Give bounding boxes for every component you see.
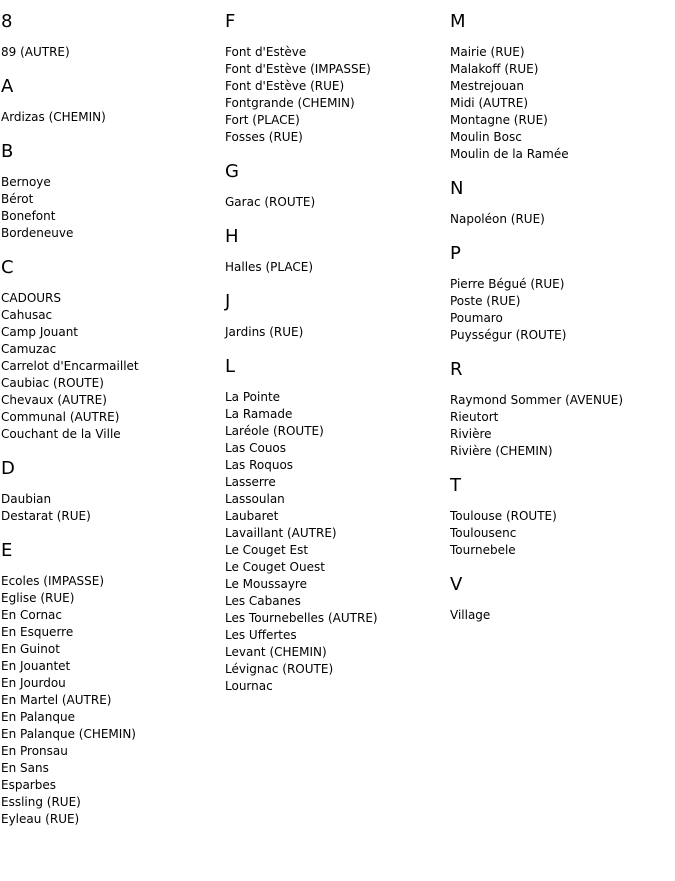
street-link[interactable]: Poumaro: [450, 311, 503, 325]
street-list-item: [225, 457, 445, 474]
street-link[interactable]: Bordeneuve: [1, 226, 74, 240]
letter-section: [225, 290, 445, 341]
street-link[interactable]: 89 (AUTRE): [1, 45, 70, 59]
street-link[interactable]: Esparbes: [1, 778, 56, 792]
section-letter-heading: H: [225, 226, 239, 247]
street-link[interactable]: Ecoles (IMPASSE): [1, 574, 105, 588]
street-link[interactable]: Moulin Bosc: [450, 130, 522, 144]
street-link[interactable]: Moulin de la Ramée: [450, 147, 569, 161]
street-link[interactable]: Bérot: [1, 192, 34, 206]
street-link[interactable]: Couchant de la Ville: [1, 427, 121, 441]
street-list-item: [225, 610, 445, 627]
street-link[interactable]: Eglise (RUE): [1, 591, 75, 605]
street-list-item: [1, 358, 221, 375]
street-list: [225, 389, 445, 695]
letter-section: [450, 177, 670, 228]
letter-section: [1, 539, 221, 828]
street-list-item: [450, 525, 670, 542]
street-list-item: [225, 542, 445, 559]
street-link[interactable]: Les Uffertes: [225, 628, 297, 642]
section-letter-heading: J: [225, 291, 231, 312]
street-link[interactable]: Garac (ROUTE): [225, 195, 316, 209]
street-link[interactable]: Toulouse (ROUTE): [450, 509, 557, 523]
street-link[interactable]: Lévignac (ROUTE): [225, 662, 334, 676]
street-list-item: [225, 406, 445, 423]
street-list-item: [1, 392, 221, 409]
street-list-item: [225, 678, 445, 695]
street-link[interactable]: Bernoye: [1, 175, 51, 189]
street-link[interactable]: Destarat (RUE): [1, 509, 91, 523]
street-link[interactable]: Fort (PLACE): [225, 113, 300, 127]
street-list-item: [225, 508, 445, 525]
street-list: [1, 174, 221, 242]
street-list: [450, 44, 670, 163]
letter-section: [450, 358, 670, 460]
street-list-item: [450, 392, 670, 409]
street-list-item: [1, 208, 221, 225]
street-link[interactable]: Levant (CHEMIN): [225, 645, 327, 659]
letter-section: [1, 457, 221, 525]
street-list-item: [225, 324, 445, 341]
street-list-item: [450, 293, 670, 310]
street-link[interactable]: Las Roquos: [225, 458, 294, 472]
street-list-item: [1, 290, 221, 307]
street-link[interactable]: Daubian: [1, 492, 52, 506]
street-list-item: [225, 559, 445, 576]
street-list-item: [1, 590, 221, 607]
street-list-item: [1, 743, 221, 760]
street-link[interactable]: Le Couget Ouest: [225, 560, 325, 574]
street-link[interactable]: Toulousenc: [450, 526, 517, 540]
section-letter-heading: V: [450, 574, 463, 595]
letter-section: [225, 355, 445, 695]
street-link[interactable]: Tournebele: [450, 543, 516, 557]
street-list: [1, 109, 221, 126]
street-list-item: [1, 624, 221, 641]
section-letter-heading: R: [450, 359, 463, 380]
street-list-item: [225, 593, 445, 610]
street-link[interactable]: Mestrejouan: [450, 79, 524, 93]
street-link[interactable]: CADOURS: [1, 291, 62, 305]
street-list-item: [450, 78, 670, 95]
street-list-item: [1, 607, 221, 624]
street-list-item: [450, 146, 670, 163]
letter-section: [1, 256, 221, 443]
street-link[interactable]: En Esquerre: [1, 625, 74, 639]
street-link[interactable]: Laréole (ROUTE): [225, 424, 324, 438]
street-list-item: [225, 440, 445, 457]
street-link[interactable]: Font d'Estève (IMPASSE): [225, 62, 371, 76]
street-list-item: [1, 794, 221, 811]
street-link[interactable]: Font d'Estève: [225, 45, 307, 59]
street-list-item: [225, 525, 445, 542]
street-list-item: [1, 508, 221, 525]
street-list-item: [450, 409, 670, 426]
street-link[interactable]: Malakoff (RUE): [450, 62, 539, 76]
letter-section: [450, 474, 670, 559]
street-list-item: [1, 409, 221, 426]
street-list-item: [1, 491, 221, 508]
street-link[interactable]: Camuzac: [1, 342, 57, 356]
letter-section: [450, 10, 670, 163]
street-link[interactable]: Lassoulan: [225, 492, 285, 506]
street-list-item: [1, 225, 221, 242]
street-list-item: [450, 310, 670, 327]
section-letter-heading: A: [1, 76, 14, 97]
section-letter-heading: B: [1, 141, 14, 162]
street-list-item: [1, 341, 221, 358]
letter-section: [225, 160, 445, 211]
street-list-item: [450, 129, 670, 146]
letter-section: [225, 10, 445, 146]
street-index-column-1: [1, 10, 221, 842]
street-link[interactable]: Le Moussayre: [225, 577, 307, 591]
street-link[interactable]: Le Couget Est: [225, 543, 309, 557]
street-list-item: [1, 675, 221, 692]
street-link[interactable]: Communal (AUTRE): [1, 410, 120, 424]
street-link[interactable]: Rieutort: [450, 410, 499, 424]
street-list-item: [450, 607, 670, 624]
section-letter-heading: F: [225, 11, 236, 32]
letter-section: [1, 75, 221, 126]
street-link[interactable]: Eyleau (RUE): [1, 812, 80, 826]
street-list-item: [1, 426, 221, 443]
street-link[interactable]: Carrelot d'Encarmaillet: [1, 359, 139, 373]
street-link[interactable]: Rivière (CHEMIN): [450, 444, 553, 458]
street-link[interactable]: Montagne (RUE): [450, 113, 548, 127]
street-link[interactable]: Las Couos: [225, 441, 287, 455]
street-link[interactable]: Essling (RUE): [1, 795, 81, 809]
street-list-item: [225, 644, 445, 661]
street-link[interactable]: Rivière: [450, 427, 492, 441]
street-list-item: [225, 194, 445, 211]
street-list-item: [225, 78, 445, 95]
section-letter-heading: G: [225, 161, 239, 182]
street-list-item: [1, 174, 221, 191]
street-link[interactable]: Napoléon (RUE): [450, 212, 545, 226]
street-link[interactable]: La Ramade: [225, 407, 293, 421]
street-list-item: [1, 760, 221, 777]
street-list-item: [1, 777, 221, 794]
street-list-item: [225, 129, 445, 146]
street-list-item: [1, 709, 221, 726]
street-list: [1, 290, 221, 443]
street-link[interactable]: Lavaillant (AUTRE): [225, 526, 337, 540]
street-link[interactable]: Poste (RUE): [450, 294, 521, 308]
street-list-item: [450, 542, 670, 559]
street-list: [225, 324, 445, 341]
street-index-column-2: [225, 10, 445, 709]
street-list-item: [1, 191, 221, 208]
street-list-item: [225, 474, 445, 491]
street-link[interactable]: Ardizas (CHEMIN): [1, 110, 106, 124]
street-link[interactable]: Les Tournebelles (AUTRE): [225, 611, 378, 625]
street-list-item: [450, 211, 670, 228]
street-list: [225, 44, 445, 146]
street-link[interactable]: En Pronsau: [1, 744, 68, 758]
street-link[interactable]: En Palanque: [1, 710, 75, 724]
street-list-item: [225, 491, 445, 508]
street-link[interactable]: Raymond Sommer (AVENUE): [450, 393, 624, 407]
street-list-item: [225, 661, 445, 678]
street-list: [225, 259, 445, 276]
section-letter-heading: M: [450, 11, 466, 32]
street-list-item: [450, 61, 670, 78]
street-list-item: [1, 658, 221, 675]
street-link[interactable]: Jardins (RUE): [225, 325, 304, 339]
street-list-item: [1, 324, 221, 341]
street-link[interactable]: Font d'Estève (RUE): [225, 79, 345, 93]
section-letter-heading: T: [450, 475, 461, 496]
street-list-item: [1, 726, 221, 743]
street-list: [450, 211, 670, 228]
street-list-item: [1, 641, 221, 658]
street-link[interactable]: Fosses (RUE): [225, 130, 303, 144]
street-link[interactable]: La Pointe: [225, 390, 281, 404]
street-list-item: [1, 307, 221, 324]
street-list: [450, 607, 670, 624]
street-list-item: [225, 576, 445, 593]
street-link[interactable]: Mairie (RUE): [450, 45, 525, 59]
street-link[interactable]: En Jourdou: [1, 676, 66, 690]
street-list: [1, 491, 221, 525]
street-link[interactable]: En Jouantet: [1, 659, 71, 673]
street-link[interactable]: Pierre Bégué (RUE): [450, 277, 565, 291]
section-letter-heading: C: [1, 257, 14, 278]
street-list: [450, 508, 670, 559]
section-letter-heading: 8: [1, 11, 13, 32]
section-letter-heading: D: [1, 458, 15, 479]
street-link[interactable]: Cahusac: [1, 308, 53, 322]
street-link[interactable]: En Martel (AUTRE): [1, 693, 112, 707]
section-letter-heading: L: [225, 356, 236, 377]
street-link[interactable]: Les Cabanes: [225, 594, 301, 608]
street-link[interactable]: Laubaret: [225, 509, 279, 523]
street-list: [450, 392, 670, 460]
street-list-item: [450, 443, 670, 460]
street-list-item: [225, 61, 445, 78]
letter-section: [450, 573, 670, 624]
street-list-item: [225, 95, 445, 112]
street-link[interactable]: Village: [450, 608, 491, 622]
street-link[interactable]: Camp Jouant: [1, 325, 79, 339]
street-link[interactable]: Caubiac (ROUTE): [1, 376, 104, 390]
street-list-item: [450, 327, 670, 344]
street-link[interactable]: Puysségur (ROUTE): [450, 328, 567, 342]
street-list-item: [225, 423, 445, 440]
letter-section: [450, 242, 670, 344]
street-link[interactable]: Lournac: [225, 679, 273, 693]
street-list-item: [1, 109, 221, 126]
street-link[interactable]: Midi (AUTRE): [450, 96, 529, 110]
street-list-item: [225, 44, 445, 61]
street-list-item: [1, 811, 221, 828]
street-index-column-3: [450, 10, 670, 638]
street-list-item: [1, 573, 221, 590]
section-letter-heading: E: [1, 540, 13, 561]
street-list-item: [450, 508, 670, 525]
street-list-item: [1, 44, 221, 61]
street-list: [450, 276, 670, 344]
street-link[interactable]: Bonefont: [1, 209, 56, 223]
street-link[interactable]: Chevaux (AUTRE): [1, 393, 107, 407]
section-letter-heading: P: [450, 243, 461, 264]
letter-section: [1, 10, 221, 61]
street-list: [1, 44, 221, 61]
street-list-item: [450, 44, 670, 61]
street-list-item: [450, 95, 670, 112]
street-list-item: [225, 389, 445, 406]
street-link[interactable]: Fontgrande (CHEMIN): [225, 96, 355, 110]
street-link[interactable]: En Guinot: [1, 642, 60, 656]
letter-section: [1, 140, 221, 242]
letter-section: [225, 225, 445, 276]
street-list-item: [1, 692, 221, 709]
street-list-item: [450, 112, 670, 129]
street-link[interactable]: En Palanque (CHEMIN): [1, 727, 136, 741]
street-list-item: [450, 426, 670, 443]
street-list: [1, 573, 221, 828]
section-letter-heading: N: [450, 178, 464, 199]
street-link[interactable]: En Sans: [1, 761, 49, 775]
street-list-item: [225, 259, 445, 276]
street-list-item: [450, 276, 670, 293]
street-link[interactable]: En Cornac: [1, 608, 63, 622]
street-list-item: [225, 112, 445, 129]
street-link[interactable]: Lasserre: [225, 475, 276, 489]
street-link[interactable]: Halles (PLACE): [225, 260, 314, 274]
street-list-item: [1, 375, 221, 392]
street-list: [225, 194, 445, 211]
street-list-item: [225, 627, 445, 644]
